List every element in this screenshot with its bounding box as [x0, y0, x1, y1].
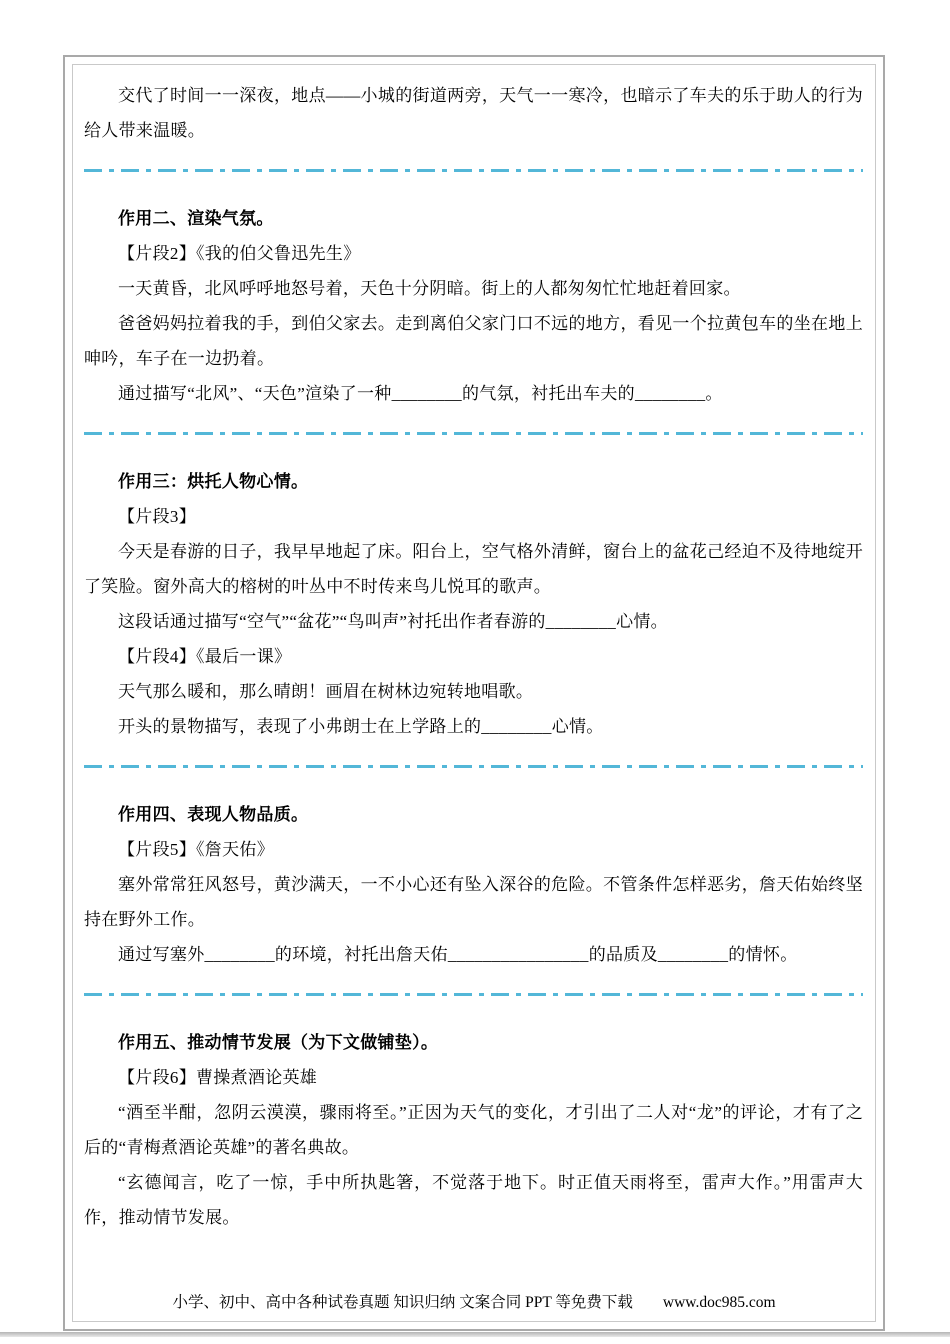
excerpt-paragraph: 爸爸妈妈拉着我的手，到伯父家去。走到离伯父家门口不远的地方，看见一个拉黄包车的坐在地上呻吟，车子在一边扔着。 [84, 314, 863, 368]
section-separator [84, 432, 863, 435]
analysis-paragraph: 通过描写“北风”、“天色”渲染了一种________的气氛，衬托出车夫的________。 [118, 384, 723, 403]
excerpt-paragraph: 塞外常常狂风怒号，黄沙满天，一不小心还有坠入深谷的危险。不管条件怎样恶劣，詹天佑始终坚持在野外工作。 [84, 875, 863, 929]
excerpt-paragraph: 天气那么暖和，那么晴朗！画眉在树林边宛转地唱歌。 [118, 682, 534, 701]
page-border-inner [72, 64, 876, 1322]
section-separator [84, 169, 863, 172]
fragment-label: 【片段6】曹操煮酒论英雄 [118, 1068, 318, 1087]
page-footer [73, 1292, 875, 1314]
page-border-outer [63, 55, 885, 1331]
excerpt-paragraph: 今天是春游的日子，我早早地起了床。阳台上，空气格外清鲜，窗台上的盆花己经迫不及待地绽开了笑脸。窗外高大的榕树的叶丛中不时传来鸟儿悦耳的歌声。 [84, 542, 863, 596]
section-heading: 作用四、表现人物品质。 [118, 805, 309, 824]
footer-url: www.doc985.com [662, 1294, 776, 1311]
excerpt-paragraph: “酒至半酣，忽阴云漠漠，骤雨将至。”正因为天气的变化，才引出了二人对“龙”的评论，才有了之后的“青梅煮酒论英雄”的著名典故。 [84, 1103, 863, 1157]
fragment-label: 【片段3】 [118, 507, 196, 526]
section-separator [84, 993, 863, 996]
page-bottom-edge [0, 1332, 950, 1337]
analysis-paragraph: 通过写塞外________的环境，衬托出詹天佑________________的品质及________的情怀。 [118, 945, 798, 964]
document-content [84, 78, 863, 1235]
excerpt-paragraph: 一天黄昏，北风呼呼地怒号着，天色十分阴暗。街上的人都匆匆忙忙地赶着回家。 [118, 279, 741, 298]
intro-paragraph: 交代了时间一一深夜，地点——小城的街道两旁，天气一一寒冷，也暗示了车夫的乐于助人的行为给人带来温暖。 [84, 86, 863, 140]
section-heading: 作用二、渲染气氛。 [118, 209, 274, 228]
fragment-label: 【片段2】《我的伯父鲁迅先生》 [118, 244, 361, 263]
section-separator [84, 765, 863, 768]
section-heading: 作用三：烘托人物心情。 [118, 472, 309, 491]
fragment-label: 【片段5】《詹天佑》 [118, 840, 274, 859]
analysis-paragraph: 这段话通过描写“空气”“盆花”“鸟叫声”衬托出作者春游的________心情。 [118, 612, 668, 631]
excerpt-paragraph: “玄德闻言，吃了一惊，手中所执匙箸，不觉落于地下。时正值天雨将至，雷声大作。”用雷声大作，推动情节发展。 [84, 1173, 863, 1227]
fragment-label: 【片段4】《最后一课》 [118, 647, 292, 666]
analysis-paragraph: 开头的景物描写，表现了小弗朗士在上学路上的________心情。 [118, 717, 604, 736]
footer-text: 小学、初中、高中各种试卷真题 知识归纳 文案合同 PPT 等免费下载 [172, 1294, 633, 1311]
section-heading: 作用五、推动情节发展（为下文做铺垫）。 [118, 1033, 439, 1052]
